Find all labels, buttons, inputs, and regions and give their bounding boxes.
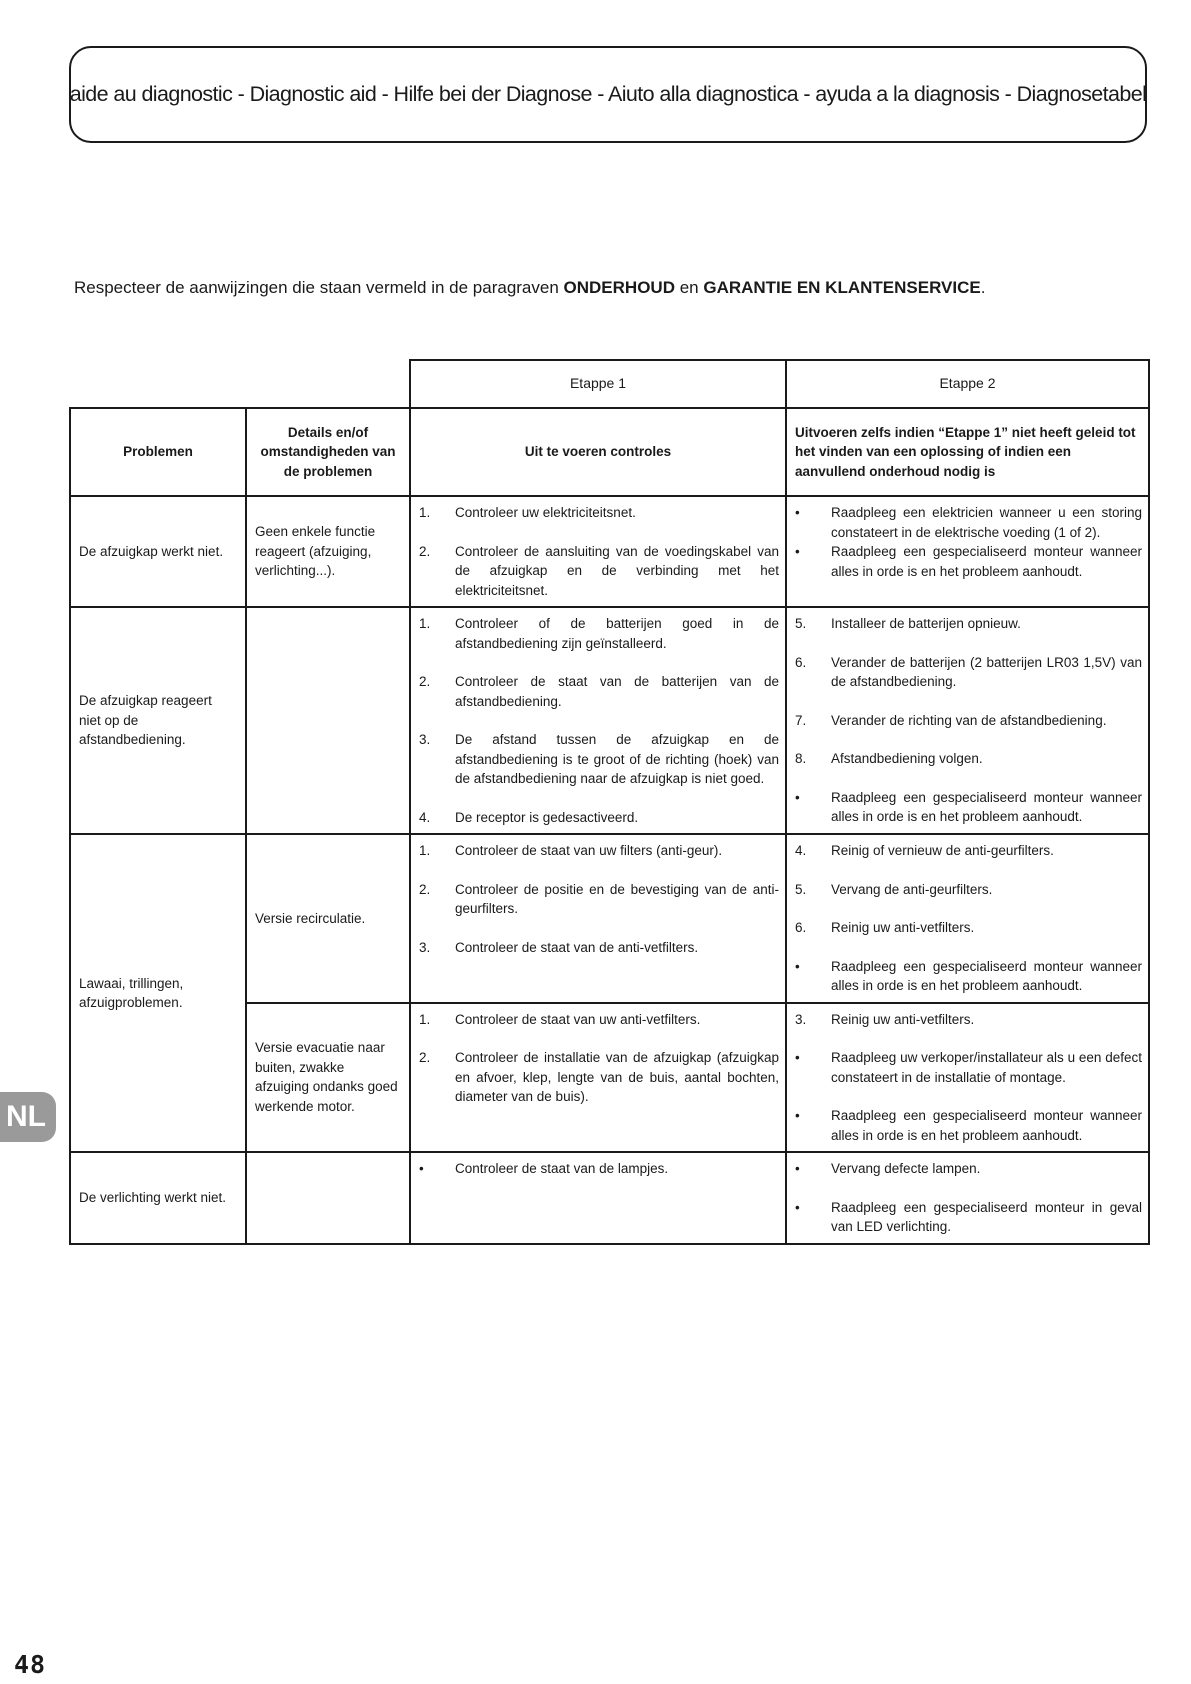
detail-cell — [246, 1152, 410, 1244]
list-item: 2. Controleer de installatie van de afzuigkap (afzuigkap en afvoer, klep, lengte van de buis, aantal bochten, diameter van de buis). — [419, 1050, 779, 1104]
language-tab-label: NL — [6, 1100, 46, 1133]
list-item: 7. Verander de richting van de afstandbediening. — [795, 712, 1107, 728]
list-item: 5. Vervang de anti-geurfilters. — [795, 881, 993, 897]
list-item: • Raadpleeg een gespecialiseerd monteur wanneer alles in orde is en het probleem aanhoudt. — [795, 958, 1142, 993]
list-item: • Vervang defecte lampen. — [795, 1161, 981, 1176]
actions-cell — [786, 1003, 1149, 1153]
list-item: 3. Reinig uw anti-vetfilters. — [795, 1011, 975, 1027]
column-header-row — [70, 408, 1149, 496]
stage2-header: Etappe 2 — [786, 360, 1149, 408]
list-item: 4. Reinig of vernieuw de anti-geurfilters. — [795, 843, 1054, 858]
list-item: • Raadpleeg een gespecialiseerd monteur in geval van LED verlichting. — [795, 1199, 1142, 1234]
header-details: Details en/of omstandigheden van de problemen — [246, 408, 410, 496]
diagnosis-table — [69, 359, 1150, 1245]
page-header-box — [69, 46, 1147, 143]
actions-cell — [786, 496, 1149, 607]
list-item: 2. Controleer de aansluiting van de voedingskabel van de afzuigkap en de verbinding met het elektriciteitsnet. — [419, 543, 779, 598]
checks-cell — [410, 834, 786, 1003]
detail-cell — [246, 607, 410, 834]
intro-bold-warranty: GARANTIE EN KLANTENSERVICE — [703, 278, 981, 297]
list-item: 6. Reinig uw anti-vetfilters. — [795, 920, 975, 935]
list-item: 1. Controleer uw elektriciteitsnet. — [419, 505, 636, 520]
checks-cell — [410, 496, 786, 607]
list-item: 3. Controleer de staat van de anti-vetfilters. — [419, 939, 699, 955]
list-item: 3. De afstand tussen de afzuigkap en de afstandbediening is te groot of de richting (hoek) van de afstandbediening naar de afzuigkap is niet goed. — [419, 732, 779, 786]
checks-cell — [410, 607, 786, 834]
list-item: • Raadpleeg uw verkoper/installateur als u een defect constateert in de installatie of montage. — [795, 1050, 1142, 1085]
header-actions: Uitvoeren zelfs indien “Etappe 1” niet heeft geleid tot het vinden van een oplossing of indien een aanvullend onderhoud nodig is — [786, 408, 1149, 496]
list-item: 1. Controleer de staat van uw filters (anti-geur). — [419, 843, 723, 858]
intro-text: Respecteer de aanwijzingen die staan vermeld in de paragraven ONDERHOUD en GARANTIE EN KLANTENSERVICE. — [74, 278, 986, 297]
blank-corner — [70, 360, 410, 408]
checks-cell — [410, 1003, 786, 1153]
language-tab — [0, 1092, 56, 1142]
table-row — [70, 607, 1149, 834]
page-number: 48 — [14, 1650, 47, 1679]
checks-cell — [410, 1152, 786, 1244]
list-item: 1. Controleer of de batterijen goed in de afstandbediening zijn geïnstalleerd. — [419, 616, 779, 651]
stage1-header: Etappe 1 — [410, 360, 786, 408]
problem-cell: De afzuigkap reageert niet op de afstandbediening. — [70, 607, 246, 834]
actions-cell — [786, 607, 1149, 834]
problem-cell: De verlichting werkt niet. — [70, 1152, 246, 1244]
detail-cell: Geen enkele functie reageert (afzuiging, verlichting...). — [246, 496, 410, 607]
list-item: 1. Controleer de staat van uw anti-vetfilters. — [419, 1011, 701, 1027]
list-item: • Raadpleeg een gespecialiseerd monteur wanneer alles in orde is en het probleem aanhoudt. — [795, 789, 1142, 824]
list-item: 4. De receptor is gedesactiveerd. — [419, 809, 639, 825]
list-item: • Raadpleeg een elektricien wanneer u een storing constateert in de elektrische voeding (1 of 2). — [795, 505, 1142, 540]
list-item: • Raadpleeg een gespecialiseerd monteur wanneer alles in orde is en het probleem aanhoudt. — [795, 1108, 1142, 1143]
table-row — [70, 496, 1149, 607]
actions-cell — [786, 834, 1149, 1003]
list-item: 8. Afstandbediening volgen. — [795, 751, 983, 766]
header-controls: Uit te voeren controles — [410, 408, 786, 496]
list-item: 2. Controleer de staat van de batterijen van de afstandbediening. — [419, 674, 779, 709]
list-item: 2. Controleer de positie en de bevestiging van de anti-geurfilters. — [419, 881, 779, 916]
list-item: 6. Verander de batterijen (2 batterijen LR03 1,5V) van de afstandbediening. — [795, 654, 1142, 689]
table-row — [70, 1152, 1149, 1244]
header-problems: Problemen — [70, 408, 246, 496]
intro-bold-maintenance: ONDERHOUD — [563, 278, 675, 297]
list-item: • Controleer de staat van de lampjes. — [419, 1161, 669, 1176]
list-item: • Raadpleeg een gespecialiseerd monteur wanneer alles in orde is en het probleem aanhoudt. — [795, 544, 1142, 579]
page-header-title: aide au diagnostic - Diagnostic aid - Hilfe bei der Diagnose - Aiuto alla diagnostica - ayuda a la diagnosis - Diagnosetabel — [69, 82, 1147, 106]
detail-cell: Versie recirculatie. — [246, 834, 410, 1003]
problem-cell: De afzuigkap werkt niet. — [70, 496, 246, 607]
stage-row — [70, 360, 1149, 408]
problem-cell: Lawaai, trillingen, afzuigproblemen. — [70, 834, 246, 1152]
actions-cell — [786, 1152, 1149, 1244]
table-row — [70, 834, 1149, 1003]
list-item: 5. Installeer de batterijen opnieuw. — [795, 616, 1021, 631]
detail-cell: Versie evacuatie naar buiten, zwakke afzuiging ondanks goed werkende motor. — [246, 1003, 410, 1153]
